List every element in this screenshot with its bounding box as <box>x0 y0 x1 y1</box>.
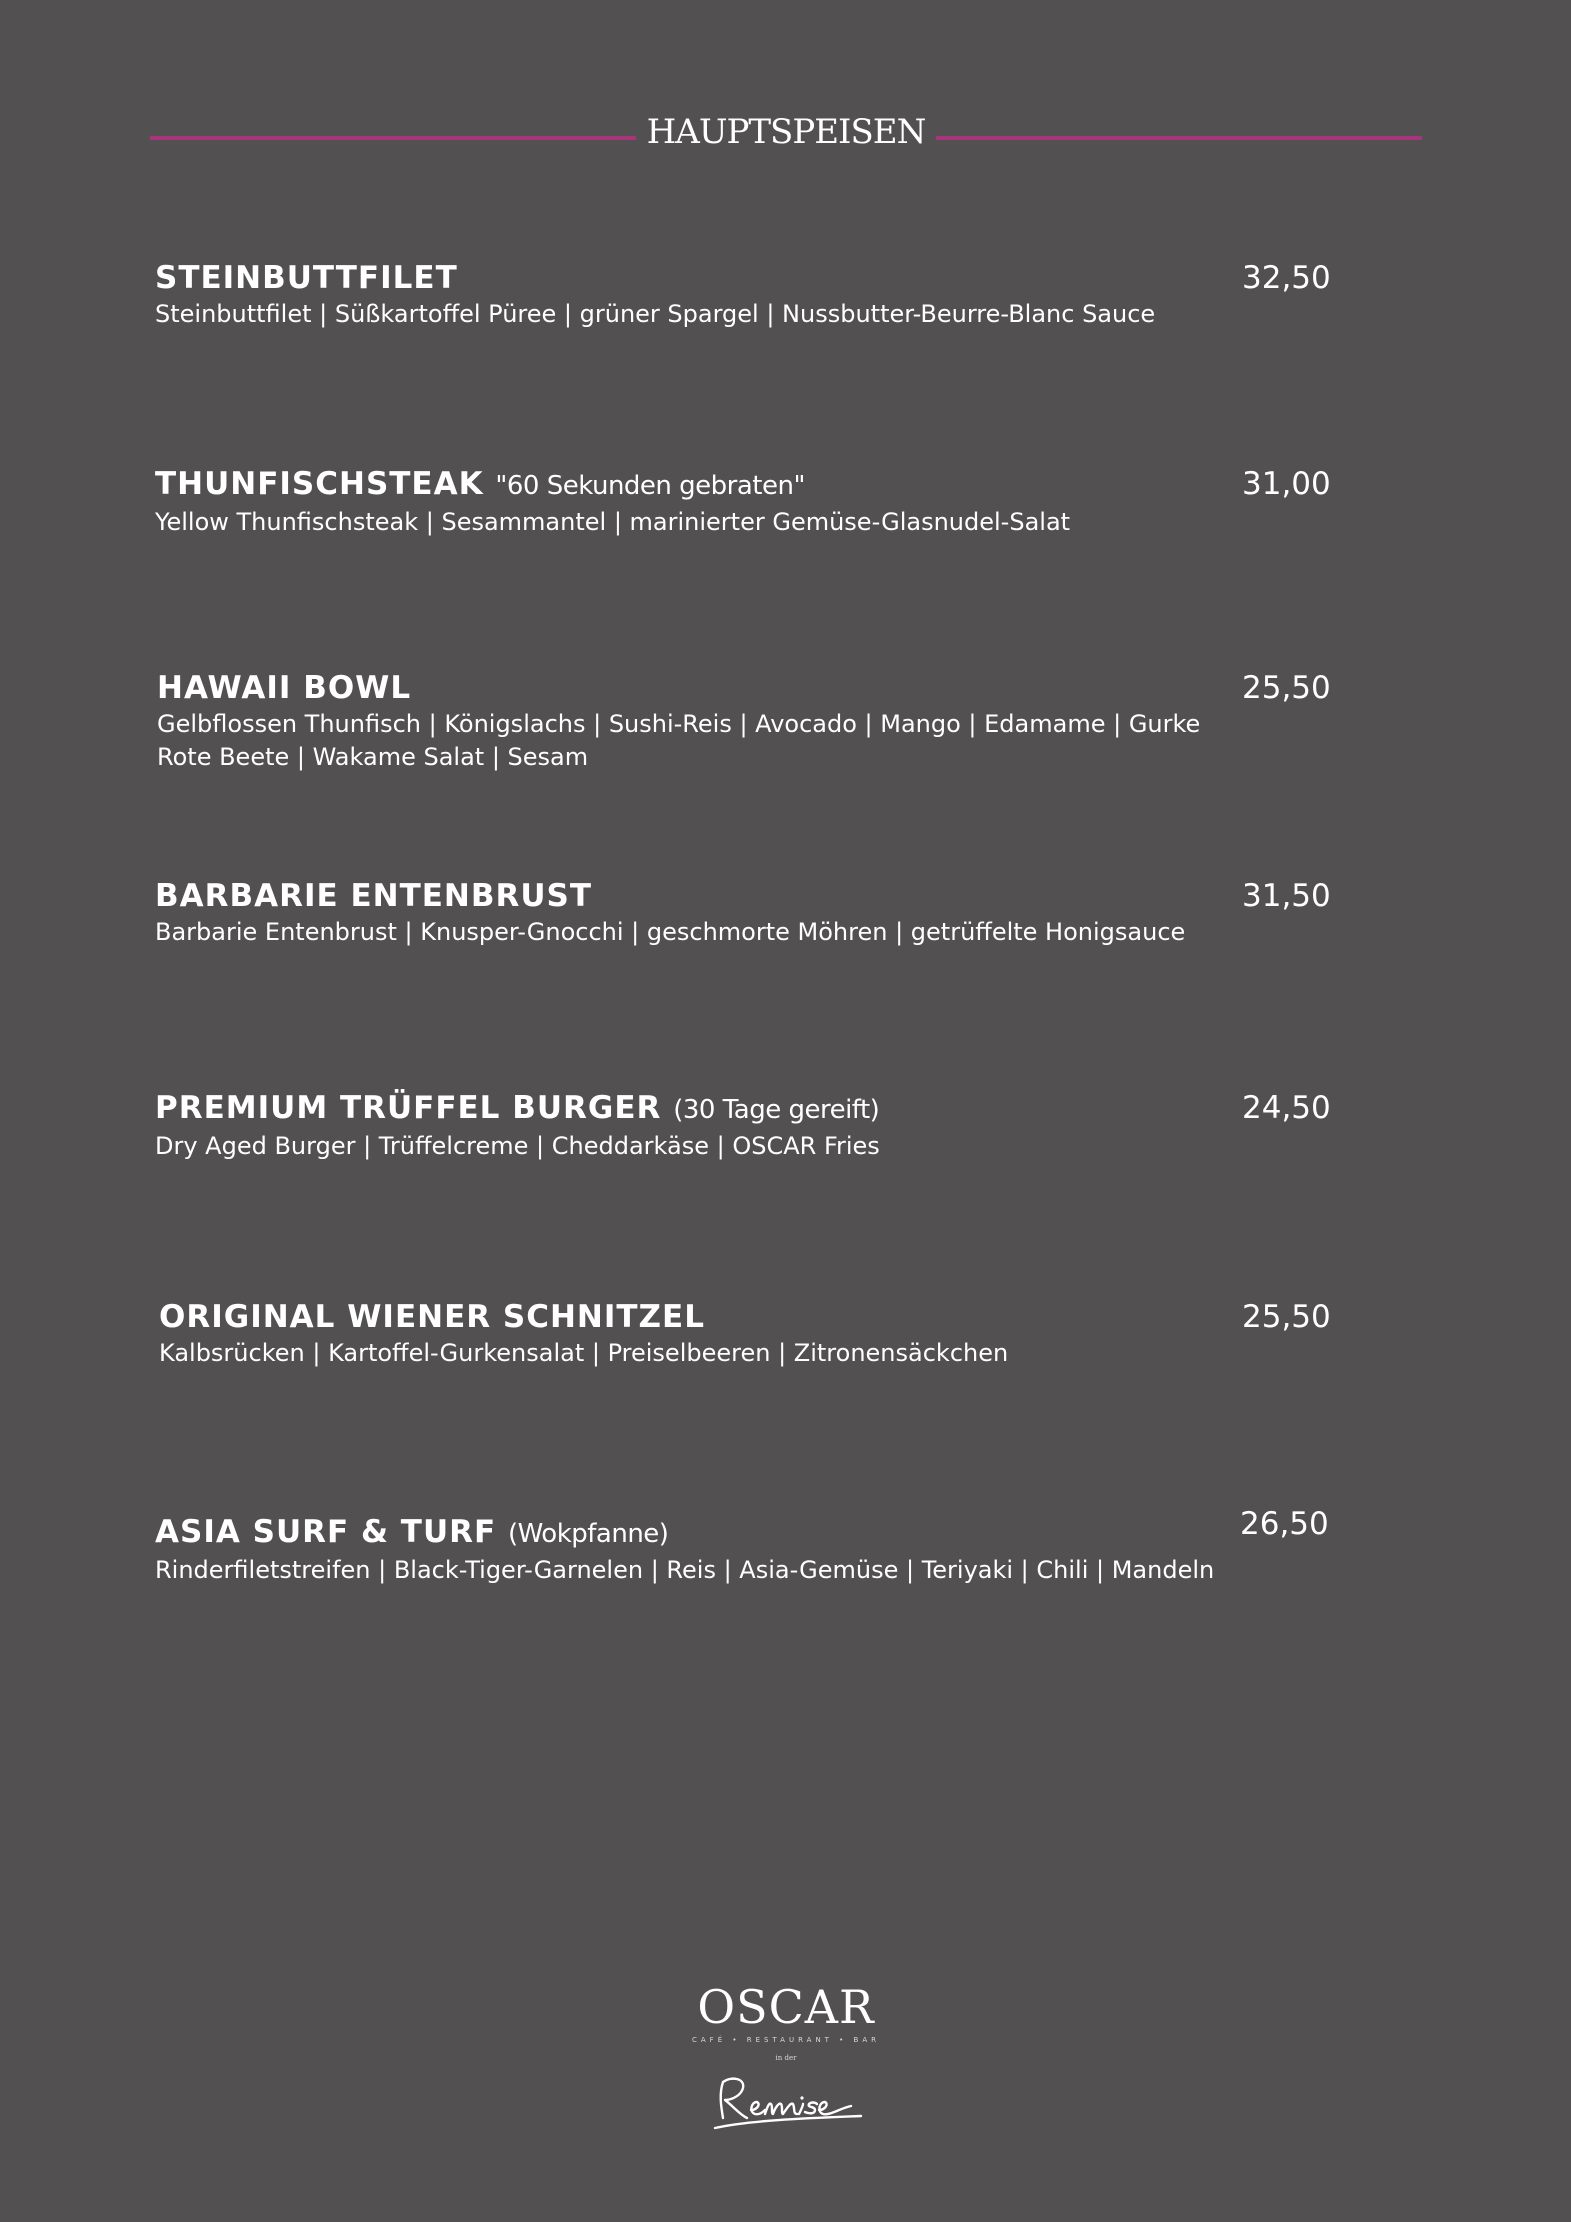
dish-price: 26,50 <box>1240 1506 1329 1542</box>
dish-title: STEINBUTTFILET <box>155 260 458 296</box>
logo-name: OSCAR <box>697 1980 875 2034</box>
dish-title: HAWAII BOWL <box>157 670 412 706</box>
dish-price: 25,50 <box>1242 1299 1331 1335</box>
dish-note: "60 Sekunden gebraten" <box>495 471 805 501</box>
dish-title: ASIA SURF & TURF <box>155 1514 497 1550</box>
menu-item <box>155 258 1355 331</box>
restaurant-logo <box>650 1982 922 2138</box>
dish-description: Rinderfiletstreifen | Black-Tiger-Garnelen | Reis | Asia-Gemüse | Teriyaki | Chili | Mandeln <box>155 1556 1215 1584</box>
dish-description: Steinbuttfilet | Süßkartoffel Püree | grüner Spargel | Nussbutter-Beurre-Blanc Sauce <box>155 300 1156 328</box>
dish-description: Yellow Thunfischsteak | Sesammantel | marinierter Gemüse-Glasnudel-Salat <box>155 508 1071 536</box>
dish-price: 32,50 <box>1242 260 1331 296</box>
dish-note: (Wokpfanne) <box>507 1519 669 1549</box>
heading-divider-left <box>150 136 636 140</box>
dish-description-line-2: Rote Beete | Wakame Salat | Sesam <box>157 743 589 771</box>
dish-price: 24,50 <box>1242 1090 1331 1126</box>
dish-title: BARBARIE ENTENBRUST <box>155 878 593 914</box>
dish-price: 25,50 <box>1242 670 1331 706</box>
menu-item <box>157 668 1357 774</box>
dish-note: (30 Tage gereift) <box>673 1095 880 1125</box>
menu-item <box>155 1088 1355 1163</box>
dish-description: Dry Aged Burger | Trüffelcreme | Cheddarkäse | OSCAR Fries <box>155 1132 880 1160</box>
menu-item <box>155 876 1355 949</box>
menu-item <box>155 464 1355 539</box>
menu-item <box>159 1297 1359 1370</box>
dish-description: Barbarie Entenbrust | Knusper-Gnocchi | geschmorte Möhren | getrüffelte Honigsauce <box>155 918 1186 946</box>
dish-title: THUNFISCHSTEAK <box>155 466 484 502</box>
heading-divider-right <box>936 136 1422 140</box>
dish-title: ORIGINAL WIENER SCHNITZEL <box>159 1299 705 1335</box>
remise-script-logo <box>650 2068 922 2138</box>
section-heading <box>150 108 1422 168</box>
dish-description: Kalbsrücken | Kartoffel-Gurkensalat | Preiselbeeren | Zitronensäckchen <box>159 1339 1009 1367</box>
dish-price: 31,50 <box>1242 878 1331 914</box>
dish-price: 31,00 <box>1242 466 1331 502</box>
menu-item <box>155 1512 1355 1587</box>
logo-connector: in der <box>775 2054 797 2062</box>
dish-title: PREMIUM TRÜFFEL BURGER <box>155 1090 662 1126</box>
section-title: HAUPTSPEISEN <box>646 112 926 152</box>
dish-description: Gelbflossen Thunfisch | Königslachs | Sushi-Reis | Avocado | Mango | Edamame | Gurke <box>157 710 1201 738</box>
remise-signature-icon <box>701 2068 871 2134</box>
logo-tagline: CAFÉ • RESTAURANT • BAR <box>692 2036 880 2044</box>
